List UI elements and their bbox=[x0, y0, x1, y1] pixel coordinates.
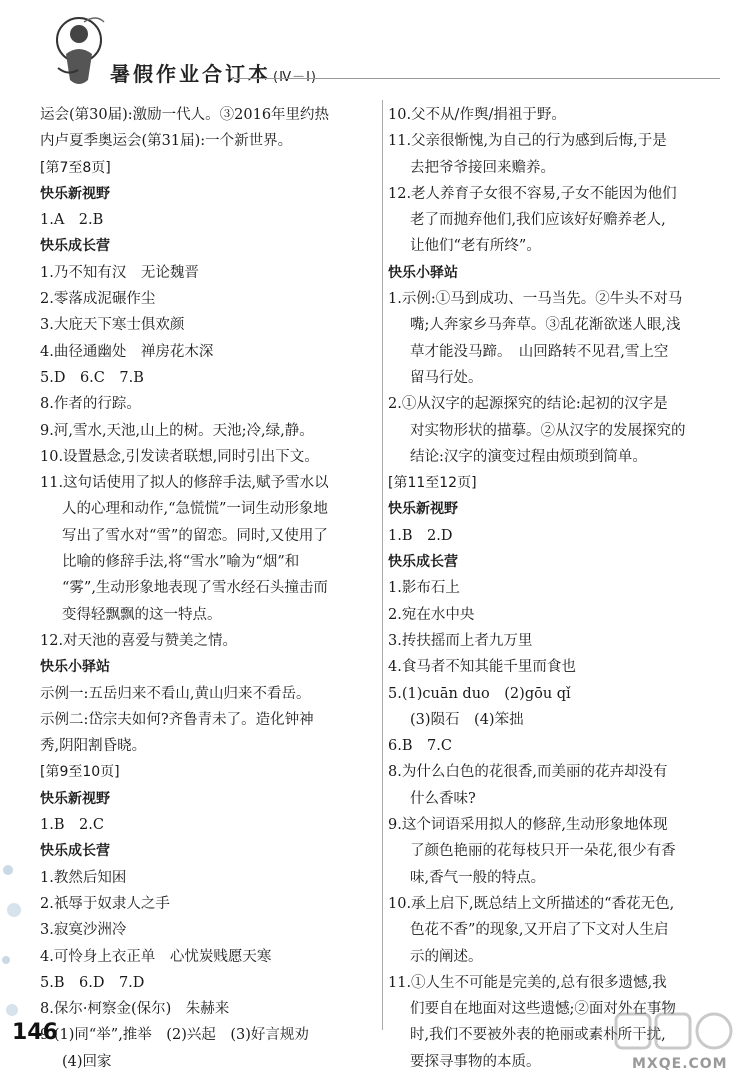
left-answer-line: 8.保尔·柯察金(保尔) 朱赫来 bbox=[40, 1001, 230, 1018]
book-logo-icon bbox=[48, 10, 110, 92]
column-divider bbox=[382, 100, 383, 1030]
right-answer-line: 要探寻事物的本质。 bbox=[410, 1053, 541, 1070]
left-answer-line: 9.(1)同“举”,推举 (2)兴起 (3)好言规劝 bbox=[40, 1027, 309, 1044]
right-answer-line: 3.抟扶摇而上者九万里 bbox=[388, 632, 533, 649]
right-answer-line: 让他们“老有所终”。 bbox=[410, 238, 541, 255]
left-answer-column bbox=[40, 102, 380, 1075]
right-answer-line: 老了而抛弃他们,我们应该好好赡养老人, bbox=[410, 212, 666, 229]
right-answer-line: 1.B 2.D bbox=[388, 527, 453, 544]
right-section-heading: 快乐小驿站 bbox=[388, 264, 458, 281]
left-answer-line: 12.对天池的喜爱与赞美之情。 bbox=[40, 632, 238, 649]
left-section-heading: 快乐新视野 bbox=[40, 790, 110, 807]
right-answer-line: 们要自在地面对这些遗憾;②面对外在事物 bbox=[410, 1001, 676, 1018]
right-answer-line: 色花不香”的现象,又开启了下文对人生启 bbox=[410, 922, 669, 939]
left-answer-line: 11.这句话使用了拟人的修辞手法,赋予雪水以 bbox=[40, 475, 329, 492]
left-page-range-label: [第9至10页] bbox=[40, 764, 120, 781]
left-answer-line: 人的心理和动作,“急慌慌”一词生动形象地 bbox=[62, 501, 328, 518]
left-answer-line: 3.寂寞沙洲冷 bbox=[40, 922, 127, 939]
book-title-main: 暑假作业合订本 bbox=[110, 62, 271, 86]
left-answer-line: 2.祇辱于奴隶人之手 bbox=[40, 895, 170, 912]
right-answer-line: 10.父不从/作舆/捐祖于野。 bbox=[388, 107, 566, 123]
left-section-heading: 快乐成长营 bbox=[40, 843, 110, 860]
left-answer-line: 5.B 6.D 7.D bbox=[40, 974, 145, 991]
book-volume: (Ⅳ－Ⅰ) bbox=[273, 70, 317, 85]
left-section-heading: 快乐成长营 bbox=[40, 238, 110, 255]
right-page-range-label: [第11至12页] bbox=[388, 475, 477, 492]
left-answer-line: 5.D 6.C 7.B bbox=[40, 369, 144, 386]
right-answer-line: 去把爷爷接回来赡养。 bbox=[410, 159, 555, 176]
left-answer-line: (4)回家 bbox=[62, 1053, 112, 1070]
right-answer-line: 留马行处。 bbox=[410, 369, 483, 386]
right-answer-line: 11.父亲很惭愧,为自己的行为感到后悔,于是 bbox=[388, 133, 667, 150]
left-answer-line: 内卢夏季奥运会(第31届):一个新世界。 bbox=[40, 133, 293, 150]
right-answer-column bbox=[388, 102, 718, 1075]
right-section-heading: 快乐新视野 bbox=[388, 501, 458, 518]
right-answer-line: 6.B 7.C bbox=[388, 738, 452, 755]
left-answer-line: 3.大庇天下寒士俱欢颜 bbox=[40, 317, 185, 334]
left-answer-line: 1.乃不知有汉 无论魏晋 bbox=[40, 264, 199, 281]
left-answer-line: 1.B 2.C bbox=[40, 817, 104, 834]
left-answer-line: 4.可怜身上衣正单 心忧炭贱愿天寒 bbox=[40, 948, 272, 965]
page-header bbox=[0, 0, 750, 100]
page-number: 146 bbox=[12, 1020, 58, 1045]
left-answer-line: 运会(第30届):激励一代人。③2016年里约热 bbox=[40, 107, 330, 123]
left-answer-line: 1.教然后知困 bbox=[40, 869, 127, 886]
right-answer-line: 11.①人生不可能是完美的,总有很多遗憾,我 bbox=[388, 974, 667, 991]
left-answer-line: 写出了雪水对“雪”的留恋。同时,又使用了 bbox=[62, 527, 328, 544]
left-section-heading: 快乐小驿站 bbox=[40, 659, 110, 676]
left-answer-line: “雾”,生动形象地表现了雪水经石头撞击而 bbox=[62, 580, 328, 597]
header-rule bbox=[232, 78, 720, 79]
right-answer-line: (3)陨石 (4)笨拙 bbox=[410, 711, 524, 728]
left-answer-line: 8.作者的行踪。 bbox=[40, 396, 141, 413]
margin-decoration-icon bbox=[0, 840, 26, 1040]
left-answer-line: 示例一:五岳归来不看山,黄山归来不看岳。 bbox=[40, 685, 311, 702]
left-answer-line: 2.零落成泥碾作尘 bbox=[40, 291, 156, 308]
right-answer-line: 示的阐述。 bbox=[410, 948, 483, 965]
watermark-text: MXQE.COM bbox=[632, 1056, 728, 1072]
right-answer-line: 12.老人养育子女很不容易,子女不能因为他们 bbox=[388, 185, 677, 202]
right-answer-line: 10.承上启下,既总结上文所描述的“香花无色, bbox=[388, 895, 675, 912]
left-section-heading: 快乐新视野 bbox=[40, 185, 110, 202]
left-answer-line: 4.曲径通幽处 禅房花木深 bbox=[40, 343, 214, 360]
left-answer-line: 9.河,雪水,天池,山上的树。天池;冷,绿,静。 bbox=[40, 422, 314, 439]
right-answer-line: 对实物形状的描摹。②从汉字的发展探究的 bbox=[410, 422, 686, 439]
left-answer-line: 1.A 2.B bbox=[40, 212, 104, 229]
left-answer-line: 10.设置悬念,引发读者联想,同时引出下文。 bbox=[40, 448, 319, 465]
right-section-heading: 快乐成长营 bbox=[388, 554, 458, 571]
right-answer-line: 8.为什么白色的花很香,而美丽的花卉却没有 bbox=[388, 764, 668, 781]
right-answer-line: 了颜色艳丽的花每枝只开一朵花,很少有香 bbox=[410, 843, 676, 860]
right-answer-line: 5.(1)cuān duo (2)gōu qǐ bbox=[388, 685, 571, 702]
right-answer-line: 2.①从汉字的起源探究的结论:起初的汉字是 bbox=[388, 396, 668, 413]
right-answer-line: 1.影布石上 bbox=[388, 580, 460, 597]
right-answer-line: 草才能没马蹄。 山回路转不见君,雪上空 bbox=[410, 343, 669, 360]
right-answer-line: 4.食马者不知其能千里而食也 bbox=[388, 659, 576, 676]
book-title bbox=[110, 58, 317, 87]
left-answer-line: 比喻的修辞手法,将“雪水”喻为“烟”和 bbox=[62, 554, 300, 571]
right-answer-line: 9.这个词语采用拟人的修辞,生动形象地体现 bbox=[388, 817, 668, 834]
right-answer-line: 味,香气一般的特点。 bbox=[410, 869, 546, 886]
left-page-range-label: [第7至8页] bbox=[40, 159, 111, 176]
right-answer-line: 嘴;人奔家乡马奔草。③乱花渐欲迷人眼,浅 bbox=[410, 317, 681, 334]
right-answer-line: 时,我们不要被外表的艳丽或素朴所干扰, bbox=[410, 1027, 666, 1044]
right-answer-line: 1.示例:①马到成功、一马当先。②牛头不对马 bbox=[388, 291, 683, 308]
left-answer-line: 变得轻飘飘的这一特点。 bbox=[62, 606, 222, 623]
left-answer-line: 秀,阴阳割昏晓。 bbox=[40, 738, 147, 755]
left-answer-line: 示例二:岱宗夫如何?齐鲁青未了。造化钟神 bbox=[40, 711, 314, 728]
right-answer-line: 什么香味? bbox=[410, 790, 476, 807]
right-answer-line: 结论:汉字的演变过程由烦琐到简单。 bbox=[410, 448, 647, 465]
right-answer-line: 2.宛在水中央 bbox=[388, 606, 475, 623]
